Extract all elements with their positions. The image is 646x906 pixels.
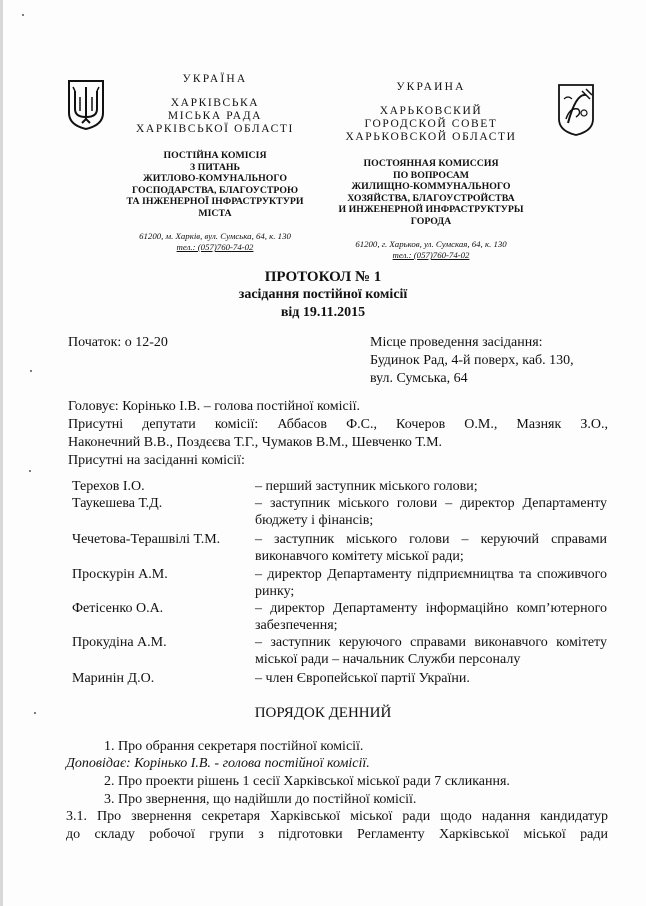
agenda-speaker: Доповідає: Корінько І.В. - голова постійної комісії. (66, 756, 370, 771)
attendee-name: Таукешева Т.Д. (72, 496, 163, 511)
left-phone: тел.: (057)760-74-02 (176, 242, 254, 252)
attendee-role: – член Європейської партії України. (255, 671, 470, 686)
agenda-subitem: 3.1. Про звернення секретаря Харківської міської ради щодо надання кандидатур (66, 809, 608, 824)
attendee-role: – директор Департаменту підприємництва та споживчого ринку; (255, 567, 607, 599)
attendee-name: Чечетова-Терашвілі Т.М. (72, 532, 221, 547)
deputies-line: Наконечний В.В., Поздєєва Т.Г., Чумаков В.М., Шевченко Т.М. (68, 435, 443, 450)
protocol-title (0, 268, 646, 322)
attendee-role: – перший заступник міського голови; (255, 479, 478, 494)
right-address: 61200, г. Харьков, ул. Сумская, 64, к. 130 (355, 239, 507, 249)
attendee-role: – директор Департаменту інформаційно комп’ютерного забезпечення; (255, 601, 607, 633)
right-commission-line: ЖИЛИЩНО-КОММУНАЛЬНОГО (351, 181, 511, 192)
attendee-name: Фетісенко О.А. (72, 601, 164, 616)
left-commission-line: З ПИТАНЬ (189, 161, 241, 173)
attendee-name: Прокудіна А.М. (72, 635, 167, 650)
chair-line: Головує: Корінько І.В. – голова постійної комісії. (68, 399, 361, 414)
protocol-subtitle: засідання постійної комісії (238, 287, 408, 302)
right-commission-line: И ИНЖЕНЕРНОЙ ИНФРАСТРУКТУРЫ (338, 204, 524, 215)
deputies-line: Присутні депутати комісії: Аббасов Ф.С., Кочеров О.М., Мазняк З.О., (68, 417, 608, 432)
present-label: Присутні на засіданні комісії: (68, 453, 245, 468)
right-header (296, 72, 566, 261)
left-council-line: ХАРКІВСЬКА (170, 97, 260, 109)
right-commission-line: ХОЗЯЙСТВА, БЛАГОУСТРОЙСТВА (347, 192, 515, 204)
meeting-place-line: Місце проведення засідання: (370, 335, 543, 350)
right-country: УКРАИНА (396, 81, 466, 93)
right-phone: тел.: (057)760-74-02 (392, 250, 470, 260)
agenda-item: 3. Про звернення, що надійшли до постійної комісії. (104, 792, 417, 807)
left-commission-line: ГОСПОДАРСТВА, БЛАГОУСТРОЮ (131, 184, 299, 196)
left-commission-line: МІСТА (198, 207, 232, 219)
right-council-line: ХАРЬКОВСКОЙ ОБЛАСТИ (345, 131, 517, 143)
scan-speck (22, 14, 24, 16)
attendee-name: Терехов І.О. (72, 479, 145, 494)
scan-speck (34, 712, 36, 714)
right-commission (296, 158, 566, 227)
right-commission-line: ГОРОДА (410, 215, 452, 227)
left-commission-line: ТА ІНЖЕНЕРНОЇ ІНФРАСТРУКТУРИ (126, 196, 304, 207)
right-council-line: ГОРОДСКОЙ СОВЕТ (364, 118, 498, 130)
meeting-place-line: Будинок Рад, 4-й поверх, каб. 130, (370, 353, 574, 368)
right-address-block (296, 239, 566, 261)
meeting-place (370, 334, 574, 388)
left-commission-line: ПОСТІЙНА КОМІСІЯ (163, 150, 267, 161)
left-country: УКРАЇНА (182, 73, 248, 85)
attendee-role: – заступник керуючого справами виконавчого комітету міської ради – начальник Служби персоналу (255, 635, 607, 667)
left-council-line: МІСЬКА РАДА (167, 110, 263, 122)
left-council-line: ХАРКІВСЬКОЇ ОБЛАСТІ (136, 123, 294, 135)
scan-speck (30, 370, 32, 372)
attendee-name: Проскурін А.М. (72, 567, 168, 582)
attendee-name: Маринін Д.О. (72, 671, 155, 686)
right-commission-line: ПО ВОПРОСАМ (392, 169, 470, 181)
scan-speck (29, 470, 31, 472)
meeting-place-line: вул. Сумська, 64 (370, 371, 468, 386)
agenda-item: 1. Про обрання секретаря постійної комісії. (104, 739, 364, 754)
page-edge-shadow (0, 0, 3, 906)
agenda-title: ПОРЯДОК ДЕННИЙ (254, 705, 392, 721)
left-address: 61200, м. Харків, вул. Сумська, 64, к. 130 (139, 231, 291, 241)
protocol-date: від 19.11.2015 (280, 305, 366, 320)
agenda-subitem: до складу робочої групи з підготовки Регламенту Харківської міської ради (66, 827, 608, 842)
attendee-role: – заступник міського голови – директор Департаменту бюджету і фінансів; (255, 496, 607, 528)
protocol-number: ПРОТОКОЛ № 1 (264, 269, 382, 285)
right-commission-line: ПОСТОЯННАЯ КОМИССИЯ (363, 158, 499, 169)
meeting-start: Початок: о 12-20 (68, 335, 168, 350)
right-council-line: ХАРЬКОВСКИЙ (379, 105, 483, 117)
left-commission-line: ЖИТЛОВО-КОМУНАЛЬНОГО (143, 173, 287, 184)
attendee-role: – заступник міського голови – керуючий справами виконавчого комітету міської ради; (255, 532, 607, 564)
agenda-item: 2. Про проекти рішень 1 сесії Харківської міської ради 7 скликання. (104, 774, 510, 789)
